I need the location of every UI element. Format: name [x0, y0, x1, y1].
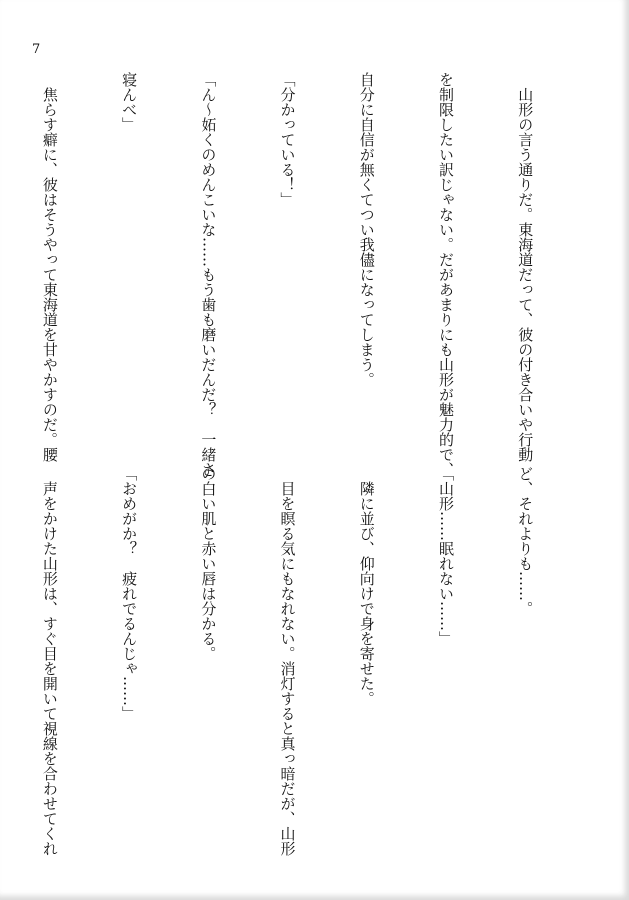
text-line: 自分に自信が無くてつい我儘になってしまう。	[357, 72, 376, 387]
text-line: 寝んべ」	[120, 72, 139, 132]
text-line: 「山形……眠れない……」	[436, 466, 455, 646]
text-line: 声をかけた山形は、すぐ目を開いて視線を合わせてくれ	[40, 466, 59, 856]
page-number: 7	[32, 42, 41, 57]
text-line: 目を瞑る気にもなれない。消灯すると真っ暗だが、山形	[278, 466, 297, 856]
text-line: ど、それよりも……。	[516, 466, 535, 616]
upper-text-block	[0, 72, 591, 477]
text-line: を制限したい訳じゃない。だがあまりにも山形が魅力的で、	[436, 72, 455, 477]
text-line: 山形の言う通りだ。東海道だって、彼の付き合いや行動	[516, 72, 535, 462]
text-line: 焦らす癖に、彼はそうやって東海道を甘やかすのだ。腰	[40, 72, 59, 462]
text-line: 隣に並び、仰向けで身を寄せた。	[357, 466, 376, 706]
text-line: 「分かっている！」	[278, 72, 297, 207]
text-line: 「ん〜妬くのめんこいな……もう歯も磨いだんだ？ 一緒さ	[199, 72, 218, 477]
lower-text-block	[0, 466, 591, 856]
text-line: の白い肌と赤い唇は分かる。	[199, 466, 218, 661]
text-line: 「おめがか？ 疲れでるんじゃ……」	[120, 466, 139, 721]
